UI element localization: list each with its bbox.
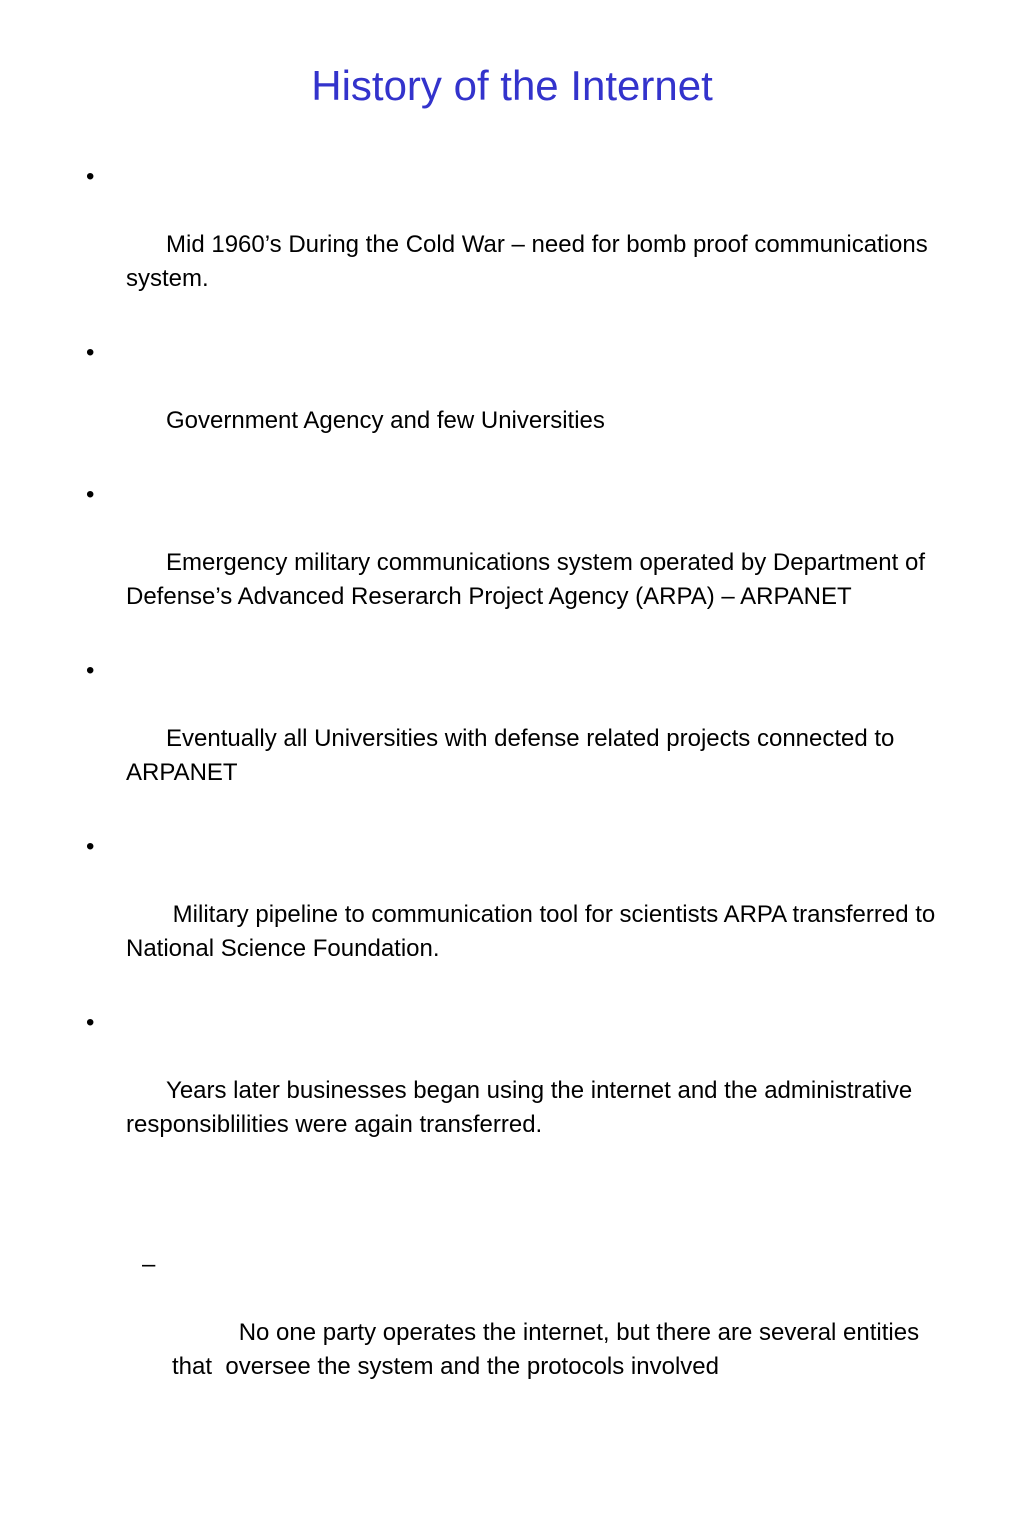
bullet-list (84, 160, 964, 1536)
bullet-text: Mid 1960’s During the Cold War – need for bomb proof communications system. (126, 231, 935, 292)
dash-icon: – (142, 1251, 156, 1278)
sub-bullet-list (126, 1180, 964, 1486)
bullet-icon: • (86, 657, 95, 684)
bullet-icon: • (86, 1009, 95, 1036)
bullet-item (84, 654, 964, 824)
bullet-text: Military pipeline to communication tool for scientists ARPA transferred to National Science Foundation. (126, 901, 942, 962)
bullet-item (84, 160, 964, 330)
bullet-item (84, 478, 964, 648)
bullet-item (84, 1006, 964, 1536)
bullet-icon: • (86, 481, 95, 508)
bullet-text: Emergency military communications system operated by Department of Defense’s Advanced Reserarch Project Agency (ARPA) – ARPANET (126, 549, 932, 610)
bullet-text: Government Agency and few Universities (166, 407, 605, 434)
sub-bullet-item (128, 1248, 964, 1418)
bullet-item (84, 336, 964, 472)
sub-bullet-text: No one party operates the internet, but there are several entities that oversee the system and the protocols involved (172, 1319, 926, 1380)
slide-title: History of the Internet (311, 62, 713, 109)
bullet-item (84, 830, 964, 1000)
bullet-text: Eventually all Universities with defense related projects connected to ARPANET (126, 725, 900, 786)
bullet-icon: • (86, 163, 95, 190)
bullet-icon: • (86, 339, 95, 366)
bullet-icon: • (86, 833, 95, 860)
bullet-text: Years later businesses began using the internet and the administrative responsiblilities were again transferred. (126, 1077, 919, 1138)
